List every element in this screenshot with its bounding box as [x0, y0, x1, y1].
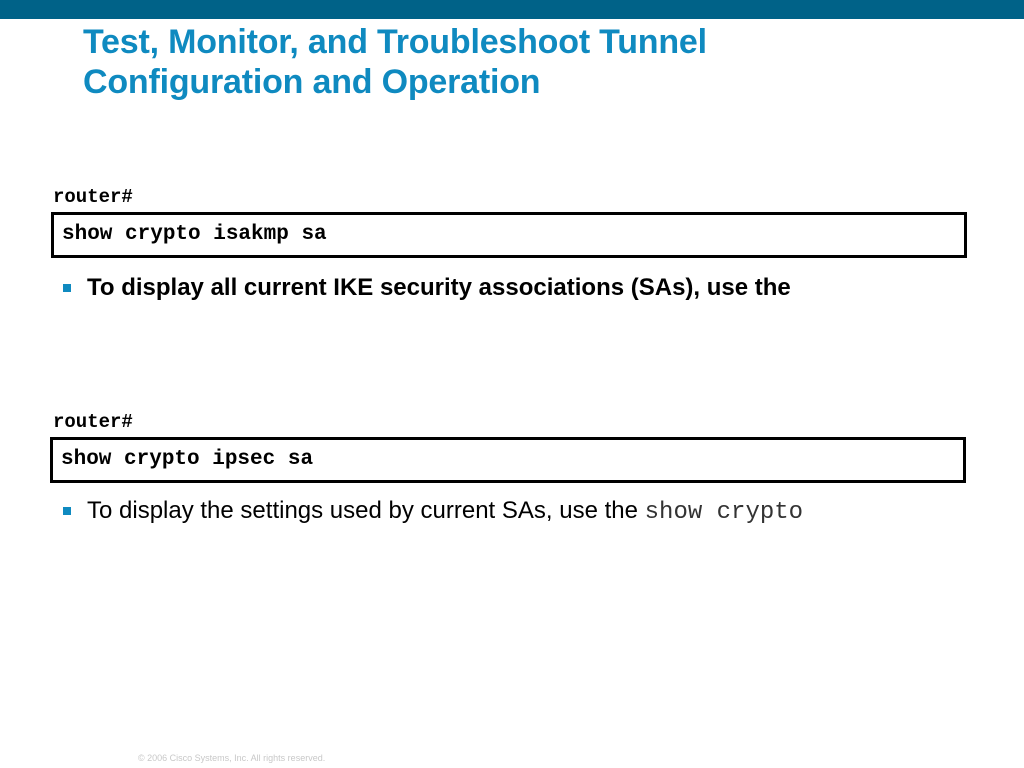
- bullet-ipsec-code: show crypto: [644, 499, 804, 526]
- top-banner-bar: [0, 0, 1024, 19]
- router-prompt-1: router#: [53, 186, 133, 208]
- router-prompt-2: router#: [53, 411, 133, 433]
- copyright-footer: © 2006 Cisco Systems, Inc. All rights reserved.: [138, 753, 326, 763]
- bullet-ipsec-text: To display the settings used by current SAs, use the: [87, 497, 645, 524]
- command-box-isakmp: show crypto isakmp sa: [51, 212, 967, 258]
- slide-title-line-1: Test, Monitor, and Troubleshoot Tunnel: [83, 23, 707, 61]
- command-box-ipsec: show crypto ipsec sa: [50, 437, 966, 483]
- bullet-square-icon: [63, 284, 71, 292]
- bullet-square-icon: [63, 507, 71, 515]
- bullet-ipsec-text-wrap: [87, 496, 803, 528]
- bullet-isakmp-text: To display all current IKE security associations (SAs), use the: [87, 274, 791, 301]
- slide-title-line-2: Configuration and Operation: [83, 63, 541, 101]
- slide-title: [83, 22, 707, 102]
